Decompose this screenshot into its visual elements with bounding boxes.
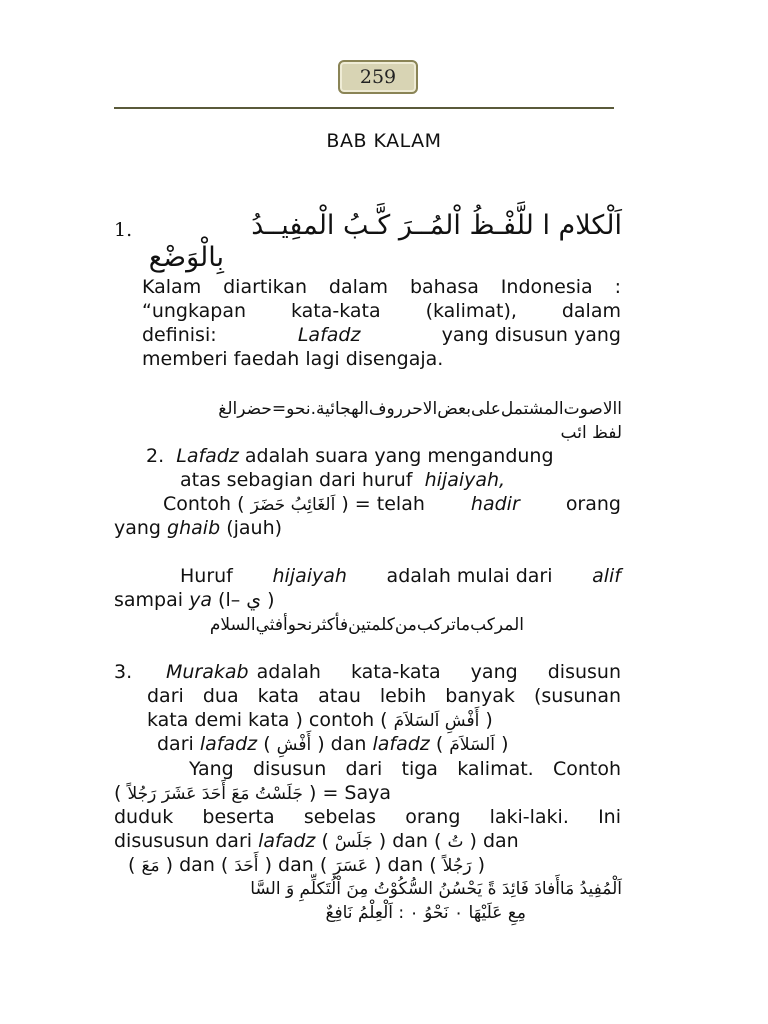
- item2-jauh: (jauh): [226, 517, 283, 539]
- huruf-sampai: sampai: [114, 589, 184, 611]
- item3-line-9: [128, 853, 485, 878]
- item2-arabic-example: اَلغَائِبُ حَضَرَ: [250, 495, 336, 515]
- item3-arabic-rajulan: رَجُلاً: [442, 856, 472, 876]
- item2-orang: orang: [565, 493, 621, 515]
- huruf-line-2: [114, 588, 275, 612]
- item3-line-7: duduk beserta sebelas orang laki-laki. Ini: [114, 806, 621, 828]
- item3-paren-3: ): [501, 733, 509, 755]
- huruf-range: (l– ي ): [218, 589, 275, 611]
- item3-line-4: [157, 732, 509, 757]
- item3-paren-2: (: [435, 733, 444, 755]
- item3-close: ): [485, 709, 493, 731]
- item2-contoh-group: [163, 492, 425, 517]
- item2-line-3: [163, 492, 621, 517]
- item1-definisi: definisi:: [142, 324, 217, 346]
- item3-paren-4: (: [321, 830, 329, 852]
- item2-rest: adalah suara yang mengandung: [244, 445, 554, 467]
- item3-arabic-maa: مَعَ: [141, 856, 160, 876]
- arabic-mufid-definition-1: اَلْمُفِيدُ مَاأَفادَ فَائِدَ ةً يَحْسُنُ السُّكُوْتُ مِنَ اْلُتَكلِّمِ وَ السَّا: [250, 879, 622, 899]
- item3-rest: adalah kata-kata yang disusun: [256, 661, 621, 683]
- item3-dan-2: ) dan (: [378, 830, 442, 852]
- item1-line-2: “ungkapan kata-kata (kalimat), dalam: [142, 300, 621, 322]
- item2-hadir: hadir: [470, 493, 520, 515]
- item2-ghaib: ghaib: [167, 517, 221, 539]
- item3-arabic-asyara: عَسَرَ: [333, 856, 368, 876]
- item3-arabic-sentence: جَلَسْتُ مَعَ أَحَدَ عَشَرَ رَجُلاً: [127, 784, 303, 804]
- item3-saya: ) = Saya: [309, 782, 392, 804]
- item2-contoh: Contoh (: [163, 493, 245, 515]
- arabic-mufid-definition-2: مِعِ عَلَيْهَا ٠ نَحْوُ ٠ : اَلْعِلْمُ نَافِعٌ: [325, 903, 526, 923]
- item3-arabic-salam: اَلسَلاَمَ: [449, 735, 496, 755]
- huruf-alif: alif: [592, 565, 621, 587]
- huruf-ya: ya: [189, 589, 212, 611]
- item3-dari: dari: [157, 733, 194, 755]
- page-number-badge: 259: [338, 60, 418, 94]
- item3-line-5: Yang disusun dari tiga kalimat. Contoh: [189, 758, 621, 780]
- item3-arabic-tu: تُ: [447, 832, 464, 852]
- item2-line-2: [180, 468, 505, 492]
- item2-l2-text: atas sebagian dari huruf: [180, 469, 413, 491]
- huruf-hijaiyah: hijaiyah: [272, 565, 347, 587]
- item3-contoh: kata demi kata ) contoh (: [147, 709, 388, 731]
- item3-disusun: disususun dari: [114, 830, 253, 852]
- item2-line-1: [146, 444, 554, 468]
- item3-line-3: [147, 708, 493, 733]
- item3-arabic-afsyi: أَفْشِ: [276, 735, 312, 755]
- item2-yang: yang: [114, 517, 161, 539]
- item2-hijaiyah: hijaiyah,: [424, 469, 506, 491]
- item3-arabic-jalas: جَلَسْ: [334, 832, 373, 852]
- item3-dan-5: ) dan (: [264, 854, 328, 876]
- huruf-adalah: adalah mulai dari: [386, 565, 553, 587]
- item3-line-1: [114, 660, 621, 684]
- item1-arabic-heading: اَلْكلام ا للَّفْـظُ اْلمُــرَ كَّـبُ الْمفِيــدُ: [251, 210, 622, 241]
- item1-line-1: Kalam diartikan dalam bahasa Indonesia :: [142, 276, 621, 298]
- item3-line-2: dari dua kata atau lebih banyak (susunan: [147, 685, 621, 707]
- item2-telah: ) = telah: [341, 493, 425, 515]
- arabic-murakab-definition: المركب‌ماتركب‌من‌كلمتين‌فأكثر‌نحوأفثي‌السلام: [209, 615, 524, 635]
- chapter-title: BAB KALAM: [326, 130, 442, 152]
- item3-arabic-afsyi-salam: أَفْشِ اَلسَلاَمَ: [393, 711, 480, 731]
- item3-dan-3: ) dan: [469, 830, 519, 852]
- item1-arabic-heading-2: بِالْوَضْع: [148, 242, 224, 273]
- item3-paren-1: (: [263, 733, 271, 755]
- item3-dan-6: ) dan (: [374, 854, 437, 876]
- huruf-word: Huruf: [180, 565, 233, 587]
- item1-line-3: [142, 323, 621, 347]
- item3-line-8: [114, 829, 519, 854]
- item2-line-4: [114, 516, 282, 540]
- item3-arabic-ahada: أَحَدَ: [234, 856, 259, 876]
- item3-lafadz-3: lafadz: [258, 830, 316, 852]
- item3-paren-6: ): [477, 854, 486, 876]
- header-rule: [114, 107, 614, 109]
- item1-yang-disusun: yang disusun yang: [441, 324, 621, 346]
- item3-paren-5: (: [128, 854, 136, 876]
- item3-line-6: [114, 781, 391, 806]
- item3-lafadz-1: lafadz: [199, 733, 258, 755]
- arabic-definition-1b: لفظ ائب: [560, 423, 622, 443]
- item3-murakab: Murakab: [166, 661, 249, 683]
- item1-number: 1.: [114, 219, 133, 241]
- item3-dan-4: ) dan (: [165, 854, 229, 876]
- item3-dan: ) dan: [317, 733, 367, 755]
- item1-lafadz: Lafadz: [297, 324, 361, 346]
- huruf-line-1: [180, 564, 621, 588]
- item2-number: 2.: [146, 445, 165, 467]
- item2-lafadz: Lafadz: [176, 445, 239, 467]
- item3-lafadz-2: lafadz: [372, 733, 430, 755]
- item3-number: 3.: [114, 661, 133, 683]
- item3-paren-open: (: [114, 782, 122, 804]
- arabic-definition-1: االاصوت‌المشتمل‌على‌بعض‌الاحرروف‌الهجائية.نحو=حضرالغ: [218, 399, 622, 419]
- item1-line-4: memberi faedah lagi disengaja.: [142, 348, 444, 370]
